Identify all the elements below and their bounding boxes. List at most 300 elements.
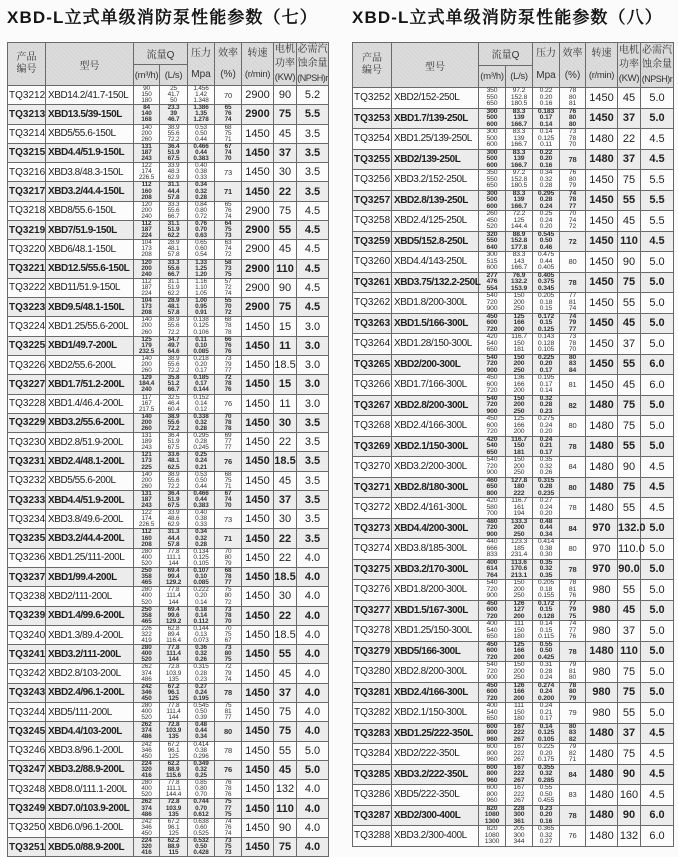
flow-m3h-value: 179 [141,341,152,349]
efficiency-cell [560,375,586,396]
model-cell: XBD4.4/200-300L [392,518,479,539]
flow-ls-cell [160,741,188,760]
pressure-value: 0.205 [537,579,555,586]
flow-m3h-value: 200 [141,264,152,272]
motor-power-cell: 18.5 [274,568,297,587]
pressure-value: 0.38 [539,544,553,552]
speed-cell: 1480 [586,395,618,416]
pressure-value: 0.414 [537,538,555,545]
pressure-value: 0.10 [195,341,207,349]
efficiency-value: 77 [568,626,577,634]
flow-ls-value: 76.9 [512,271,526,279]
flow-m3h-value: 174 [141,168,152,176]
pressure-cell [188,471,215,490]
flow-ls-value: 166 [513,319,525,326]
flow-m3h-value: 400 [486,702,498,709]
pressure-value: 0.44 [195,482,207,490]
flow-m3h-value: 160 [141,534,152,542]
efficiency-cell [215,818,242,837]
efficiency-cell [215,837,242,856]
pressure-value: 0.638 [193,817,209,825]
efficiency-value: 83 [568,790,577,800]
flow-m3h-cell [134,375,160,394]
pressure-value: 0.34 [195,528,207,536]
efficiency-value: 73 [224,644,232,652]
pressure-value: 0.16 [539,100,553,107]
header-flow-m3h: (m³/h) [479,65,506,88]
efficiency-cell [215,510,242,529]
npsh-cell: 3.5 [297,433,329,452]
motor-power-cell: 90 [274,86,297,105]
speed-cell: 1450 [586,231,618,252]
speed-cell: 1450 [242,490,274,509]
pressure-value: 1.348 [193,97,209,105]
efficiency-cell [560,621,586,642]
pressure-cell [188,163,215,182]
flow-m3h-value: 187 [141,496,152,503]
flow-ls-value: 222 [513,729,525,736]
pressure-cell [533,170,560,191]
flow-m3h-cell [134,201,160,220]
motor-power-cell: 110 [618,641,641,662]
speed-cell: 1450 [586,375,618,396]
pressure-value: 0.40 [195,162,207,170]
pressure-value: 0.20 [539,428,553,435]
efficiency-value: 81 [224,708,232,716]
flow-ls-value: 200 [513,360,525,367]
flow-ls-value: 66.7 [167,212,180,220]
efficiency-value: 74 [224,245,232,253]
pressure-value: 1.456 [193,85,209,92]
pressure-value: 0.183 [537,107,555,115]
npsh-cell: 5.0 [641,600,674,621]
pressure-cell [533,600,560,621]
flow-m3h-value: 720 [486,653,498,661]
flow-m3h-value: 280 [141,586,152,594]
table-row [8,837,329,856]
efficiency-value: 76 [568,831,577,841]
flow-ls-value: 135 [168,675,179,683]
efficiency-value: 65 [224,200,232,208]
pressure-cell [533,559,560,580]
flow-m3h-value: 1300 [484,838,500,845]
pressure-value: 0.20 [539,360,553,367]
flow-m3h-cell [479,559,506,580]
pressure-value: 0.54 [195,251,207,259]
pressure-value: 0.20 [539,155,553,162]
flow-ls-value: 180.5 [510,182,528,189]
flow-m3h-cell [134,355,160,374]
product-code-cell: TQ3252 [353,88,392,109]
flow-ls-value: 213.1 [510,571,528,579]
pressure-value: 0.10 [195,573,207,581]
flow-ls-value: 72.2 [167,367,180,375]
efficiency-value: 68 [224,470,232,478]
model-cell: XBD1.4/46.4-200L [46,394,134,413]
flow-ls-value: 55.6 [167,476,180,484]
npsh-cell: 5.5 [641,190,674,211]
flow-m3h-value: 300 [486,251,498,258]
pressure-value: 0.28 [195,424,207,432]
efficiency-cell [215,490,242,509]
table-row [353,108,674,129]
flow-ls-cell [160,336,188,355]
efficiency-value: 70 [224,624,232,632]
efficiency-value: 73 [568,128,577,135]
flow-ls-cell [160,780,188,799]
efficiency-value: 80 [568,722,577,730]
pressure-cell [533,334,560,355]
flow-m3h-cell [134,683,160,702]
flow-ls-value: 111.1 [166,785,181,793]
flow-m3h-value: 600 [486,647,498,654]
efficiency-cell [560,539,586,560]
flow-m3h-value: 450 [486,374,498,381]
pressure-value: 0.24 [539,503,553,511]
speed-cell: 1450 [242,722,274,741]
speed-cell: 1450 [242,587,274,606]
flow-ls-cell [506,211,533,232]
flow-m3h-value: 358 [141,611,152,619]
pressure-value: 0.073 [193,637,209,645]
efficiency-value: 70 [224,155,232,163]
efficiency-cell [560,764,586,785]
npsh-cell: 5.0 [641,662,674,683]
flow-ls-value: 143 [513,257,525,265]
table-row [8,394,329,413]
speed-cell: 1480 [586,416,618,437]
flow-ls-value: 51.2 [167,380,180,388]
product-code-cell: TQ3285 [353,764,392,785]
flow-ls-cell [506,129,533,150]
header-text: (r/min) [588,70,615,81]
flow-m3h-value: 122 [141,509,152,517]
flow-ls-cell [506,272,533,293]
flow-m3h-cell [479,785,506,806]
flow-m3h-value: 500 [486,134,498,142]
efficiency-cell [215,799,242,818]
npsh-cell: 4.5 [297,298,329,317]
model-cell: XBD5/55.6-200L [46,471,134,490]
efficiency-cell [560,785,586,806]
table-row [353,600,674,621]
flow-m3h-value: 322 [141,630,152,638]
flow-ls-cell [506,395,533,416]
pressure-value: 1.278 [193,116,209,124]
efficiency-value: 68 [224,123,232,131]
flow-m3h-value: 260 [141,367,152,375]
efficiency-value: 71 [224,135,232,143]
efficiency-value: 73 [224,605,232,613]
flow-m3h-cell [134,413,160,432]
flow-m3h-value: 187 [141,226,152,234]
pressure-cell [533,436,560,457]
pressure-value: 0.455 [537,797,555,804]
flow-m3h-value: 960 [486,776,498,784]
npsh-cell: 5.0 [641,416,674,437]
efficiency-cell [215,587,242,606]
pressure-value: 0.172 [537,599,555,607]
product-code-cell: TQ3265 [353,354,392,375]
flow-m3h-value: 554 [486,284,498,292]
product-code-cell: TQ3225 [8,336,46,355]
speed-cell: 980 [586,703,618,724]
product-code-cell: TQ3229 [8,413,46,432]
flow-ls-value: 48.1 [167,303,180,311]
flow-m3h-cell [134,86,160,105]
product-code-cell: TQ3217 [8,182,46,201]
pressure-cell [533,416,560,437]
header-text: 转速 [591,48,612,59]
flow-ls-value: 125 [168,694,179,702]
table-row [8,664,329,683]
model-cell: XBD1.25/150-300L [392,621,479,642]
efficiency-cell [560,149,586,170]
flow-m3h-value: 416 [141,772,152,780]
pressure-value: 0.39 [195,714,207,722]
flow-ls-value: 55.6 [167,206,180,214]
pressure-cell [533,641,560,662]
efficiency-value: 67 [224,489,232,497]
model-cell: XBD3.2/200-300L [392,457,479,478]
product-code-cell: TQ3227 [8,375,46,394]
flow-ls-value: 166.7 [510,264,528,271]
efficiency-value: 82 [568,735,577,743]
speed-cell: 1450 [242,548,274,567]
efficiency-value: 76 [224,791,232,799]
flow-ls-cell [160,433,188,452]
flow-m3h-cell [134,548,160,567]
efficiency-value: 75 [224,656,232,664]
header-text: Mpa [191,69,211,80]
npsh-cell: 4.0 [297,664,329,683]
flow-ls-value: 77.8 [167,779,180,787]
pressure-value: 0.23 [539,407,553,415]
flow-ls-value: 144 [168,714,179,722]
efficiency-value: 79 [224,669,232,677]
flow-ls-value: 60.4 [167,405,180,413]
flow-m3h-value: 320 [141,765,152,773]
flow-m3h-value: 900 [486,592,498,599]
flow-m3h-value: 520 [486,223,498,230]
model-cell: XBD3.2/88.9-200L [46,760,134,779]
motor-power-cell: 45 [274,471,297,490]
flow-m3h-value: 465 [141,617,152,625]
speed-cell: 2900 [242,220,274,239]
flow-ls-value: 88.9 [167,843,180,851]
flow-m3h-value: 200 [141,129,152,137]
npsh-cell: 4.0 [297,587,329,606]
flow-m3h-cell [479,190,506,211]
npsh-cell: 4.0 [297,548,329,567]
product-code-cell: TQ3233 [8,490,46,509]
speed-cell: 1450 [242,336,274,355]
efficiency-value: 75 [224,586,232,594]
pressure-value: 0.143 [537,333,555,340]
npsh-cell: 5.0 [641,313,674,334]
efficiency-value: 83 [568,729,577,736]
flow-ls-value: 99.4 [167,573,180,581]
motor-power-cell: 75 [274,201,297,220]
flow-m3h-value: 226.5 [138,521,155,529]
motor-power-cell: 30 [274,163,297,182]
flow-m3h-value: 260 [141,424,152,432]
flow-ls-value: 38.9 [167,316,180,324]
speed-cell: 1450 [586,354,618,375]
pressure-value: 0.25 [539,210,553,217]
table-header [353,43,674,88]
flow-ls-value: 28.9 [167,239,180,247]
motor-power-cell: 37 [618,723,641,744]
pressure-value: 0.24 [539,216,553,224]
model-cell: XBD7/51.9-150L [46,220,134,239]
header-motor-power [274,43,297,86]
pressure-value: 0.44 [539,524,553,531]
model-cell: XBD2/152-250L [392,88,479,109]
flow-ls-value: 152.8 [510,175,528,183]
product-code-cell: TQ3258 [353,211,392,232]
flow-ls-value: 200 [513,462,525,470]
efficiency-cell [215,336,242,355]
flow-m3h-value: 173 [141,245,152,253]
product-code-cell: TQ3239 [8,606,46,625]
motor-power-cell: 55 [618,703,641,724]
flow-m3h-value: 420 [486,435,498,443]
flow-ls-value: 66.7 [167,386,180,394]
flow-ls-value: 55.6 [167,322,180,330]
efficiency-value: 68 [224,316,232,324]
pressure-cell [533,190,560,211]
pressure-value: 0.125 [193,322,209,330]
flow-ls-value: 67.5 [167,155,180,163]
flow-ls-cell [160,645,188,664]
pressure-cell [188,413,215,432]
flow-m3h-value: 720 [486,325,498,333]
flow-m3h-value: 189 [141,438,152,446]
efficiency-cell [215,471,242,490]
motor-power-cell: 75 [618,272,641,293]
pressure-value: 0.20 [195,361,207,369]
table-row [353,580,674,601]
table-row [353,785,674,806]
product-code-cell: TQ3276 [353,580,392,601]
npsh-cell: 5.0 [641,539,674,560]
flow-ls-value: 38.9 [167,354,180,362]
flow-m3h-value: 104 [141,239,152,247]
flow-ls-cell [506,641,533,662]
model-cell: XBD9.5/48.1-150L [46,298,134,317]
flow-ls-value: 180.5 [510,100,528,107]
flow-m3h-cell [134,143,160,162]
efficiency-value: 70 [224,303,232,311]
flow-m3h-value: 104 [141,297,152,305]
product-code-cell: TQ3266 [353,375,392,396]
motor-power-cell: 37 [618,334,641,355]
flow-ls-value: 167 [513,784,525,791]
efficiency-cell [215,452,242,471]
flow-m3h-value: 650 [486,100,498,107]
pressure-cell [188,568,215,587]
performance-table [7,42,329,857]
flow-ls-cell [160,278,188,297]
flow-ls-value: 72.8 [167,798,180,806]
npsh-cell: 5.2 [297,86,329,105]
flow-ls-value: 129.2 [165,617,182,625]
flow-ls-cell [506,723,533,744]
efficiency-value: 71 [223,187,233,197]
flow-m3h-value: 200 [141,206,152,214]
flow-ls-value: 72.2 [512,210,526,217]
flow-ls-cell [160,471,188,490]
flow-ls-cell [506,149,533,170]
table-row [353,129,674,150]
flow-ls-value: 67.5 [167,444,180,452]
table-row [353,375,674,396]
npsh-cell: 5.5 [297,105,329,124]
pressure-value: 0.32 [539,565,553,572]
efficiency-cell [215,645,242,664]
pressure-value: 0.295 [193,432,209,440]
npsh-cell: 4.5 [641,231,674,252]
flow-ls-cell [506,88,533,109]
speed-cell: 1450 [242,780,274,799]
efficiency-value: 81 [568,298,577,306]
flow-ls-value: 51.9 [167,283,180,291]
pressure-value: 0.338 [193,412,209,420]
model-cell: XBD5.0/88.9-200L [46,837,134,856]
flow-m3h-value: 540 [486,394,498,402]
efficiency-cell [215,760,242,779]
flow-ls-cell [160,548,188,567]
model-cell: XBD3.8/48.3-150L [46,163,134,182]
flow-ls-cell [160,240,188,259]
flow-m3h-value: 550 [486,175,498,183]
efficiency-value: 70 [224,412,232,420]
model-cell: XBD3.2/170-300L [392,559,479,580]
flow-m3h-cell [134,298,160,317]
npsh-cell: 5.0 [641,88,674,109]
pressure-cell [188,548,215,567]
header-text: 蚀余量 [297,58,328,69]
flow-ls-value: 180 [513,633,525,640]
flow-ls-value: 200 [513,694,525,702]
npsh-cell: 4.0 [297,837,329,856]
npsh-cell: 5.0 [641,703,674,724]
speed-cell: 980 [586,621,618,642]
model-cell: XBD2.1/150-300L [392,703,479,724]
flow-m3h-value: 400 [141,650,152,658]
product-code-cell: TQ3242 [8,664,46,683]
table-row [8,355,329,374]
efficiency-value: 78 [224,328,232,336]
pressure-value: 0.84 [195,200,207,208]
model-cell: XBD3.2/222-350L [392,764,479,785]
flow-ls-value: 33.3 [167,200,180,208]
flow-ls-cell [506,518,533,539]
model-cell: XBD2.4/161-300L [392,498,479,519]
efficiency-value: 84 [568,769,577,779]
product-code-cell: TQ3274 [353,539,392,560]
efficiency-value: 80 [224,650,232,658]
model-cell: XBD2.4/166-300L [392,416,479,437]
speed-cell: 980 [586,662,618,683]
flow-ls-value: 83.3 [512,128,526,135]
efficiency-value: 78 [568,503,577,513]
speed-cell: 1450 [242,317,274,336]
product-code-cell: TQ3282 [353,703,392,724]
header-npsh [641,43,674,88]
flow-m3h-value: 173 [141,457,152,465]
